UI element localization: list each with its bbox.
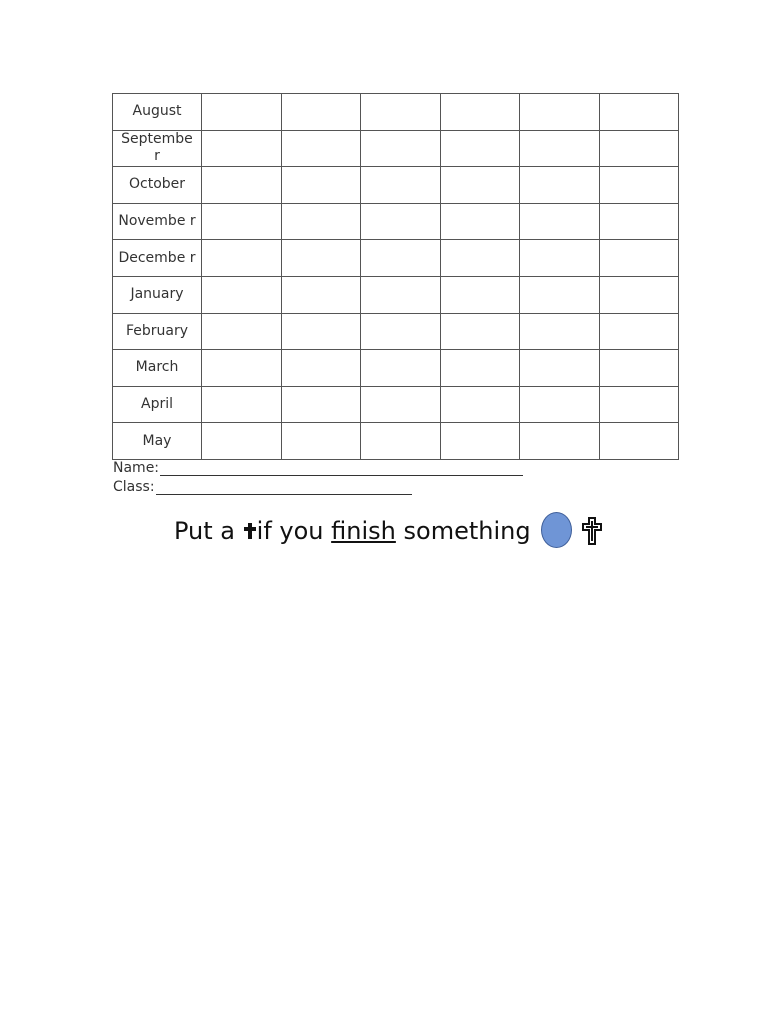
class-input-line[interactable] bbox=[156, 480, 412, 495]
tracker-cell[interactable] bbox=[440, 203, 520, 240]
table-row bbox=[113, 167, 679, 204]
instruction-text bbox=[174, 516, 531, 547]
tracker-cell[interactable] bbox=[281, 276, 361, 313]
tracker-cell[interactable] bbox=[520, 386, 600, 423]
tracker-cell[interactable] bbox=[440, 313, 520, 350]
tracker-cell[interactable] bbox=[599, 94, 679, 131]
tracker-cell[interactable] bbox=[520, 350, 600, 387]
month-label: Novembe r bbox=[113, 203, 202, 240]
tracker-cell[interactable] bbox=[361, 276, 441, 313]
table-row bbox=[113, 386, 679, 423]
name-input-line[interactable] bbox=[160, 461, 523, 476]
tracker-cell[interactable] bbox=[281, 94, 361, 131]
cross-icon bbox=[582, 517, 602, 549]
tracker-cell[interactable] bbox=[361, 203, 441, 240]
month-label: February bbox=[113, 313, 202, 350]
tracker-cell[interactable] bbox=[281, 313, 361, 350]
table-row bbox=[113, 423, 679, 460]
cross-icon bbox=[243, 517, 257, 547]
tracker-cell[interactable] bbox=[520, 313, 600, 350]
table-row bbox=[113, 203, 679, 240]
tracker-cell[interactable] bbox=[520, 94, 600, 131]
blue-circle-icon bbox=[541, 512, 572, 548]
tracker-cell[interactable] bbox=[520, 240, 600, 277]
instruction-part3: something bbox=[403, 517, 531, 545]
tracker-cell[interactable] bbox=[281, 350, 361, 387]
month-label: January bbox=[113, 276, 202, 313]
tracker-cell[interactable] bbox=[202, 276, 282, 313]
tracker-cell[interactable] bbox=[281, 130, 361, 167]
tracker-cell[interactable] bbox=[440, 130, 520, 167]
tracker-cell[interactable] bbox=[361, 94, 441, 131]
month-label: March bbox=[113, 350, 202, 387]
tracker-cell[interactable] bbox=[599, 130, 679, 167]
tracker-cell[interactable] bbox=[599, 313, 679, 350]
month-label: Septembe r bbox=[113, 130, 202, 167]
tracker-cell[interactable] bbox=[440, 94, 520, 131]
tracker-cell[interactable] bbox=[520, 276, 600, 313]
month-label: October bbox=[113, 167, 202, 204]
tracker-cell[interactable] bbox=[202, 240, 282, 277]
tracker-cell[interactable] bbox=[202, 167, 282, 204]
tracker-cell[interactable] bbox=[361, 240, 441, 277]
table-row bbox=[113, 313, 679, 350]
tracker-cell[interactable] bbox=[520, 167, 600, 204]
tracker-cell[interactable] bbox=[202, 203, 282, 240]
table-row bbox=[113, 276, 679, 313]
name-field bbox=[113, 458, 523, 476]
table-row bbox=[113, 130, 679, 167]
tracker-cell[interactable] bbox=[440, 167, 520, 204]
monthly-tracker-table bbox=[112, 93, 679, 460]
tracker-cell[interactable] bbox=[440, 240, 520, 277]
tracker-cell[interactable] bbox=[440, 423, 520, 460]
tracker-cell[interactable] bbox=[440, 350, 520, 387]
instruction-emphasis: finish bbox=[331, 517, 396, 545]
tracker-cell[interactable] bbox=[599, 276, 679, 313]
tracker-cell[interactable] bbox=[202, 386, 282, 423]
tracker-cell[interactable] bbox=[202, 313, 282, 350]
tracker-cell[interactable] bbox=[361, 167, 441, 204]
tracker-cell[interactable] bbox=[599, 203, 679, 240]
name-label: Name: bbox=[113, 460, 160, 476]
tracker-cell[interactable] bbox=[520, 423, 600, 460]
tracker-cell[interactable] bbox=[440, 276, 520, 313]
tracker-cell[interactable] bbox=[361, 386, 441, 423]
tracker-cell[interactable] bbox=[361, 423, 441, 460]
tracker-cell[interactable] bbox=[599, 240, 679, 277]
tracker-cell[interactable] bbox=[599, 350, 679, 387]
tracker-cell[interactable] bbox=[599, 386, 679, 423]
table-row bbox=[113, 240, 679, 277]
month-label: April bbox=[113, 386, 202, 423]
instruction-part1: Put a bbox=[174, 517, 236, 545]
tracker-cell[interactable] bbox=[520, 130, 600, 167]
class-label: Class: bbox=[113, 479, 155, 495]
tracker-cell[interactable] bbox=[361, 130, 441, 167]
month-label: August bbox=[113, 94, 202, 131]
tracker-cell[interactable] bbox=[281, 203, 361, 240]
tracker-cell[interactable] bbox=[202, 130, 282, 167]
tracker-cell[interactable] bbox=[281, 167, 361, 204]
table-row bbox=[113, 350, 679, 387]
table-row bbox=[113, 94, 679, 131]
class-field bbox=[113, 477, 412, 495]
tracker-cell[interactable] bbox=[361, 313, 441, 350]
tracker-cell[interactable] bbox=[202, 350, 282, 387]
tracker-cell[interactable] bbox=[202, 423, 282, 460]
month-label: May bbox=[113, 423, 202, 460]
tracker-cell[interactable] bbox=[599, 167, 679, 204]
tracker-cell[interactable] bbox=[440, 386, 520, 423]
tracker-cell[interactable] bbox=[281, 240, 361, 277]
tracker-cell[interactable] bbox=[202, 94, 282, 131]
instruction-part2: if you bbox=[256, 517, 324, 545]
tracker-cell[interactable] bbox=[281, 423, 361, 460]
tracker-cell[interactable] bbox=[520, 203, 600, 240]
tracker-cell[interactable] bbox=[361, 350, 441, 387]
month-label: Decembe r bbox=[113, 240, 202, 277]
tracker-cell[interactable] bbox=[599, 423, 679, 460]
tracker-cell[interactable] bbox=[281, 386, 361, 423]
